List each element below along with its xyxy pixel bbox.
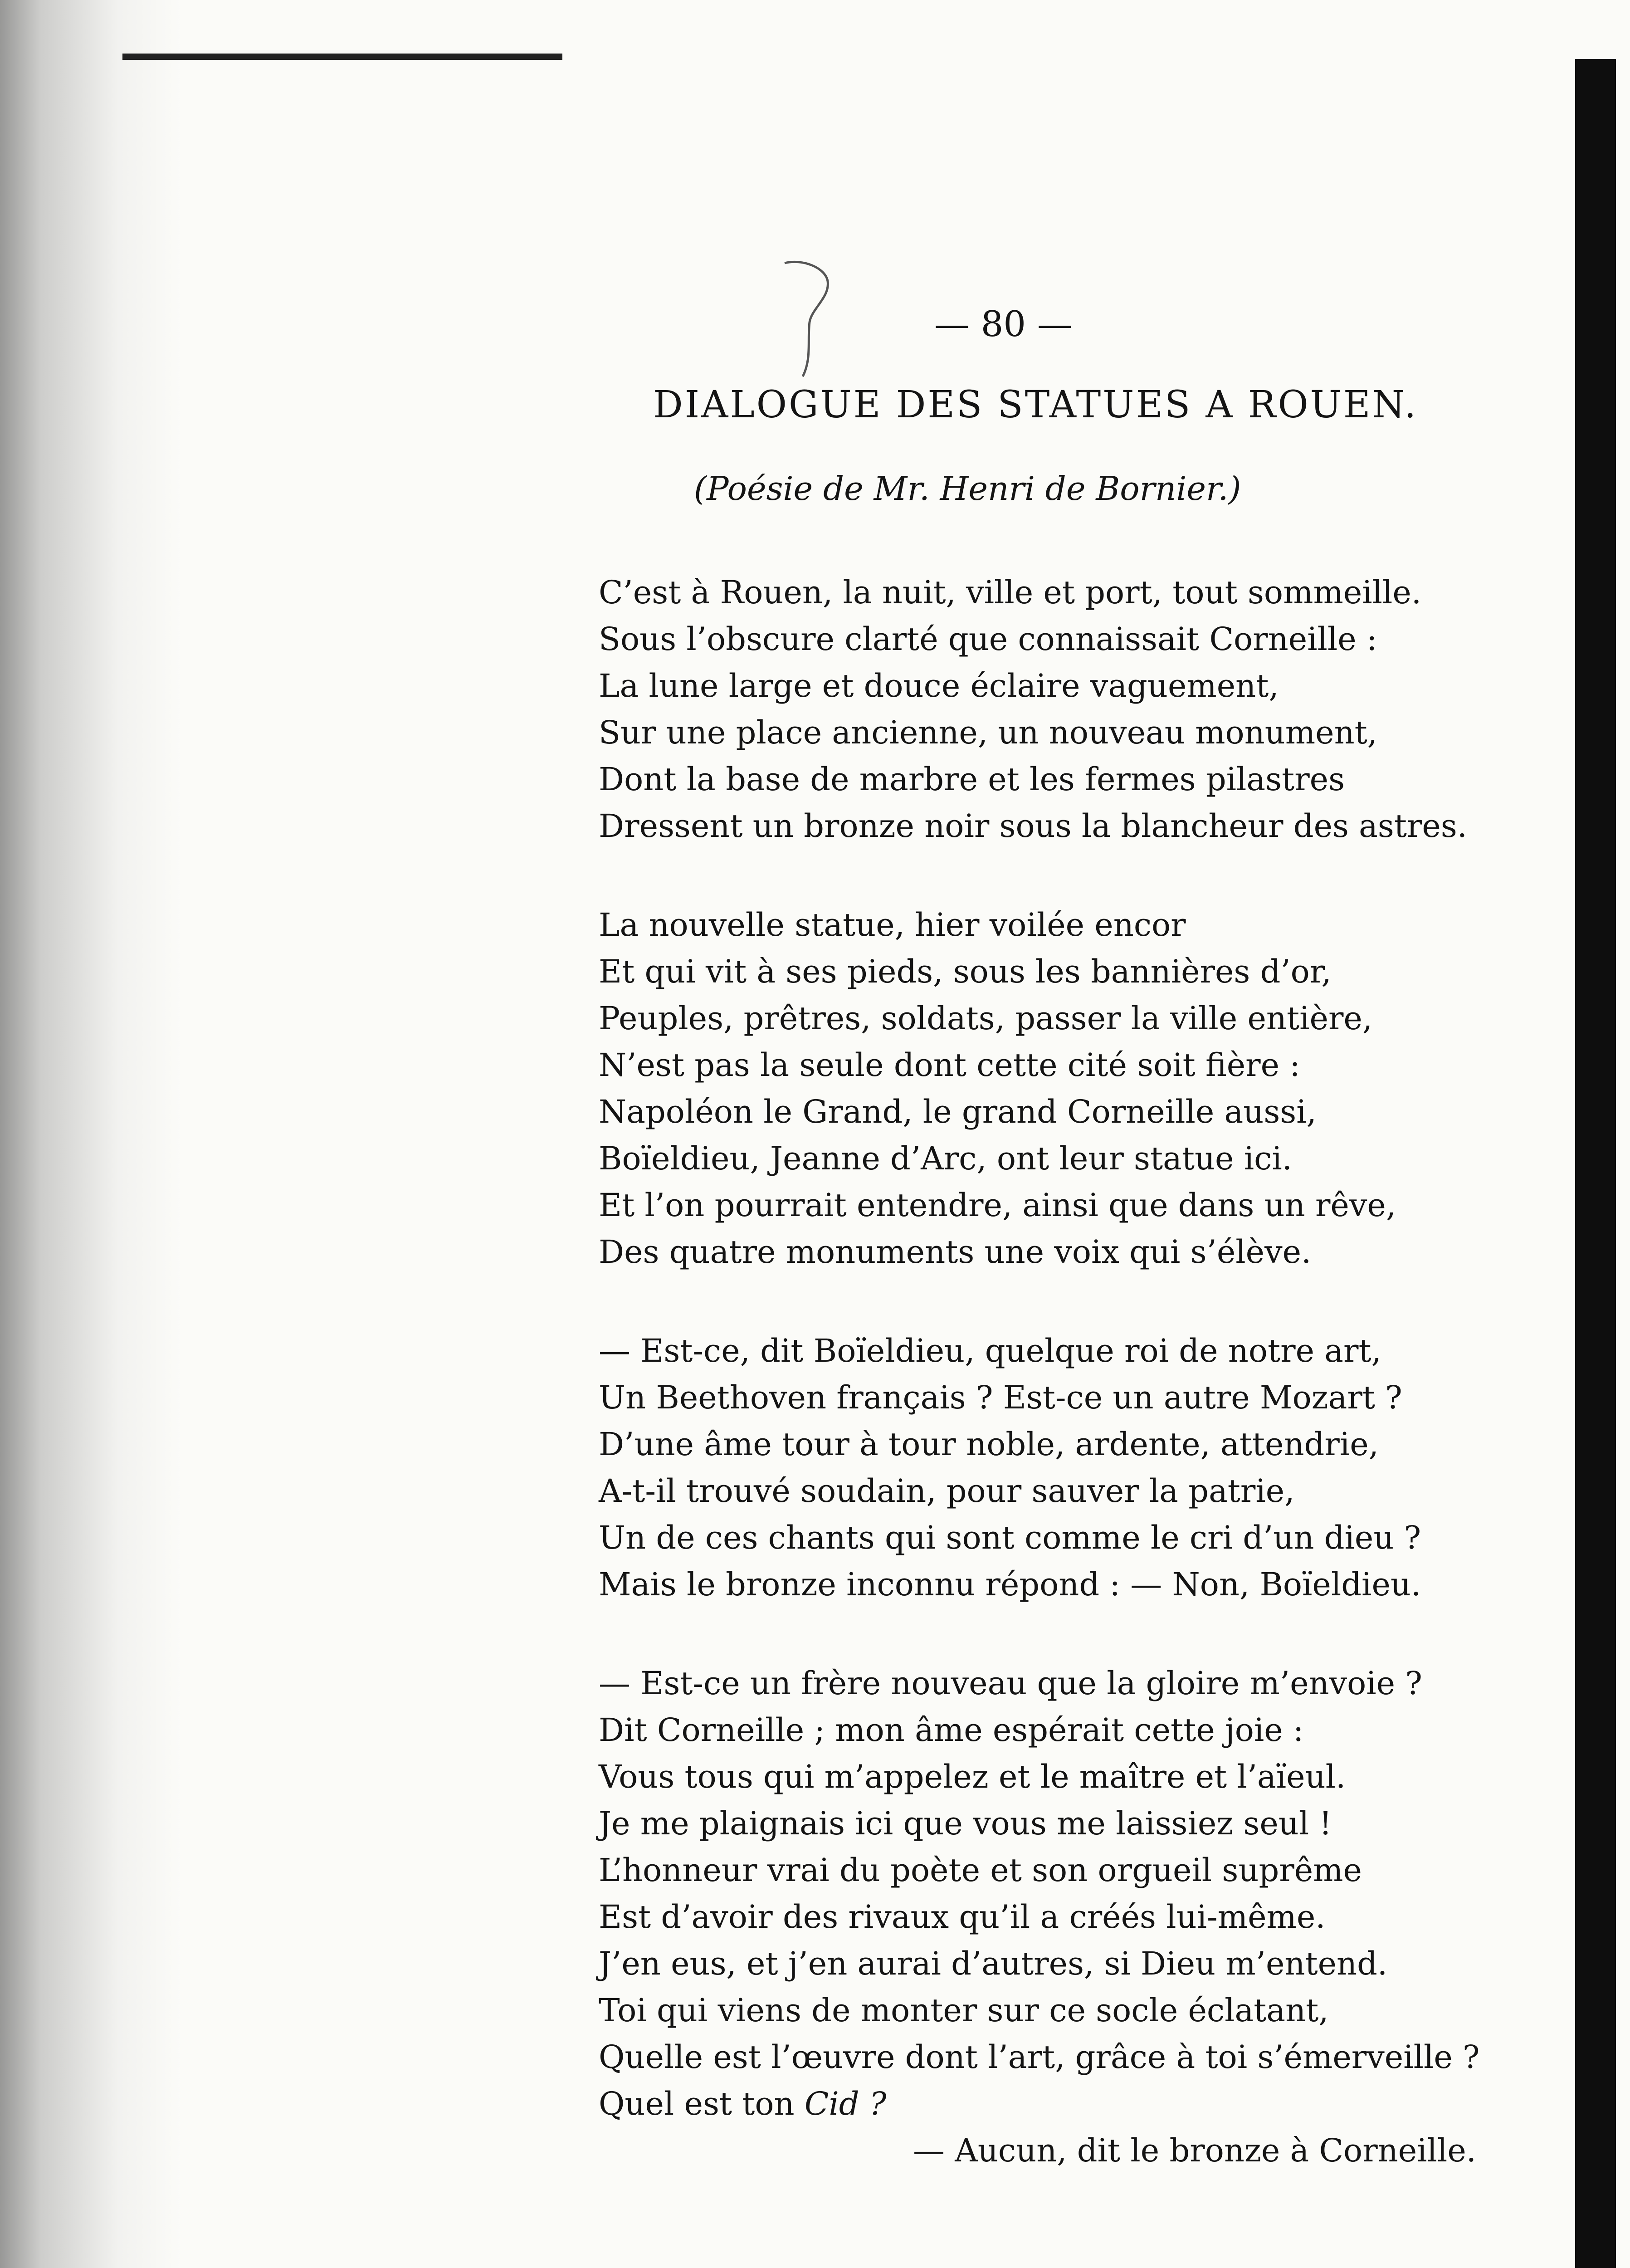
verse-line: Mais le bronze inconnu répond : — Non, Boïeldieu. (599, 1566, 1421, 1603)
verse-line: Dit Corneille ; mon âme espérait cette joie : (599, 1711, 1304, 1749)
verse-line: A-t-il trouvé soudain, pour sauver la patrie, (599, 1472, 1295, 1510)
stanza-4 (599, 1660, 1506, 2174)
verse-line: Peuples, prêtres, soldats, passer la ville entière, (599, 1000, 1373, 1037)
verse-line: Et l’on pourrait entendre, ainsi que dans un rêve, (599, 1187, 1396, 1224)
verse-line: Toi qui viens de monter sur ce socle éclatant, (599, 1992, 1329, 2029)
verse-line: D’une âme tour à tour noble, ardente, attendrie, (599, 1426, 1379, 1463)
verse-line: J’en eus, et j’en aurai d’autres, si Dieu m’entend. (599, 1945, 1388, 1982)
binding-shadow-bar (1575, 59, 1616, 2268)
verse-line-prefix: Quel est ton (599, 2085, 805, 2122)
stanza-2 (599, 902, 1506, 1276)
verse-line: Vous tous qui m’appelez et le maître et l’aïeul. (599, 1758, 1346, 1795)
page-number: — 80 — (934, 304, 1073, 345)
verse-line: Sur une place ancienne, un nouveau monument, (599, 714, 1378, 751)
scanned-page-edge (0, 0, 181, 2268)
verse-line: Boïeldieu, Jeanne d’Arc, ont leur statue ici. (599, 1140, 1292, 1177)
poem-body (599, 569, 1506, 2174)
poem-attribution: (Poésie de Mr. Henri de Bornier.) (694, 469, 1241, 508)
verse-line: Dressent un bronze noir sous la blancheur des astres. (599, 807, 1468, 845)
verse-line: Et qui vit à ses pieds, sous les bannières d’or, (599, 953, 1332, 990)
verse-line: Des quatre monuments une voix qui s’élève. (599, 1233, 1312, 1271)
verse-line: La lune large et douce éclaire vaguement, (599, 667, 1279, 704)
verse-line: Napoléon le Grand, le grand Corneille aussi, (599, 1093, 1317, 1130)
verse-line: — Est-ce un frère nouveau que la gloire m’envoie ? (599, 1665, 1422, 1702)
verse-line: Un Beethoven français ? Est-ce un autre Mozart ? (599, 1379, 1402, 1416)
stanza-1 (599, 569, 1506, 850)
verse-line: N’est pas la seule dont cette cité soit fière : (599, 1046, 1300, 1084)
verse-line: Quelle est l’œuvre dont l’art, grâce à toi s’émerveille ? (599, 2038, 1480, 2076)
verse-line: — Est-ce, dit Boïeldieu, quelque roi de notre art, (599, 1332, 1381, 1369)
poem-title: DIALOGUE DES STATUES A ROUEN. (653, 383, 1418, 426)
verse-line: Sous l’obscure clarté que connaissait Corneille : (599, 621, 1377, 658)
verse-line: La nouvelle statue, hier voilée encor (599, 906, 1186, 943)
final-verse-line: — Aucun, dit le bronze à Corneille. (913, 2132, 1476, 2169)
verse-line: Est d’avoir des rivaux qu’il a créés lui-même. (599, 1898, 1326, 1936)
verse-line: Un de ces chants qui sont comme le cri d’un dieu ? (599, 1519, 1421, 1556)
pencil-mark (771, 254, 862, 390)
verse-line: Dont la base de marbre et les fermes pilastres (599, 761, 1345, 798)
verse-line-cid (599, 2081, 1506, 2127)
cid-title: Cid ? (804, 2085, 887, 2122)
verse-line: C’est à Rouen, la nuit, ville et port, tout sommeille. (599, 574, 1422, 611)
verse-line: L’honneur vrai du poète et son orgueil suprême (599, 1852, 1362, 1889)
verse-line: Je me plaignais ici que vous me laissiez seul ! (599, 1805, 1332, 1842)
stanza-3 (599, 1328, 1506, 1608)
top-rule (122, 54, 562, 60)
